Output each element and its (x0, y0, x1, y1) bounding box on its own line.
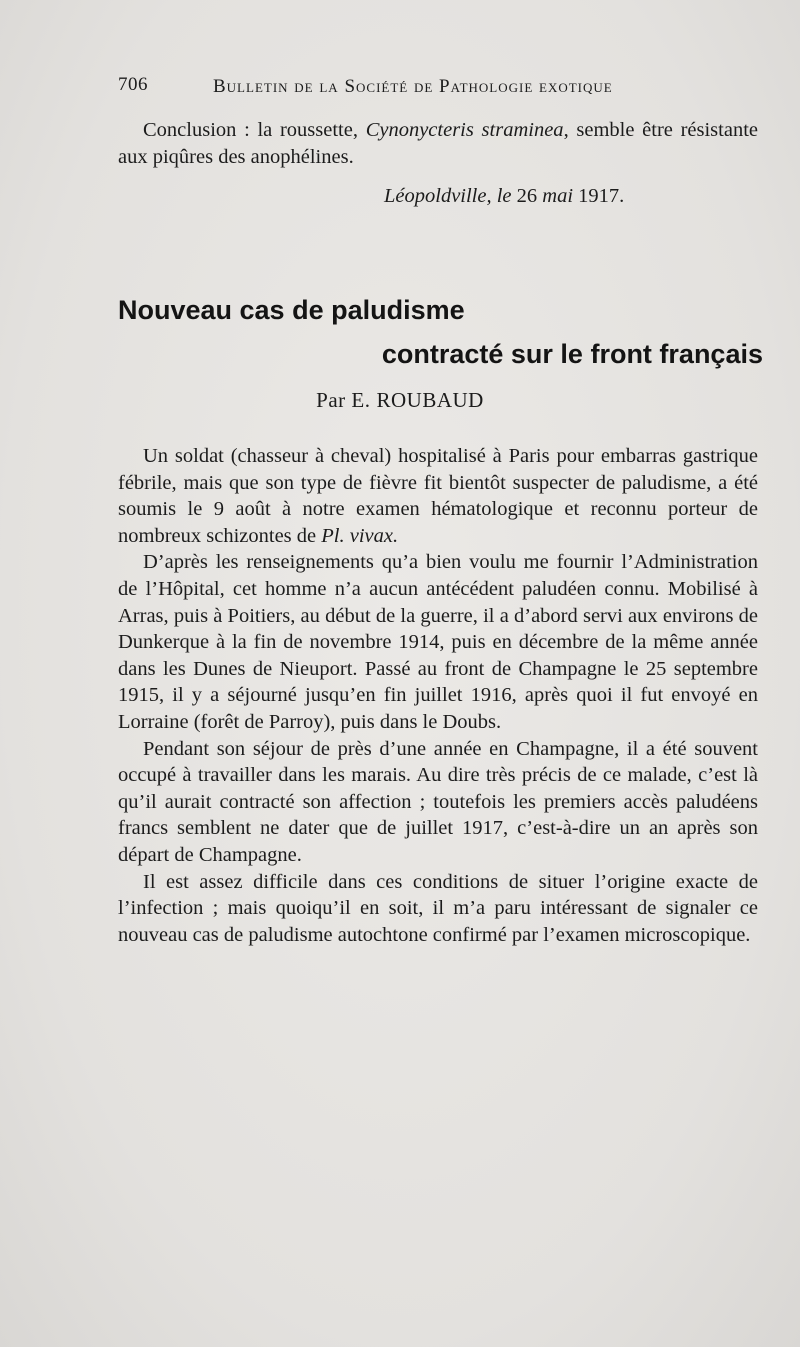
paragraph-1-text: Un soldat (chasseur à cheval) hospitalisé à Paris pour embarras gastrique fébrile, mais que son type de fièvre fit bientôt suspecter de paludisme, a été soumis le 9 août à notre examen hématologique et reconnu porteur de nombreux schizontes de (118, 445, 758, 547)
article-body (118, 443, 758, 948)
byline (0, 388, 800, 413)
article-title-line-2: contracté sur le front français (381, 339, 763, 369)
dateline-place: Léopoldville, (384, 185, 492, 207)
conclusion-paragraph (118, 117, 758, 170)
running-head (118, 74, 760, 104)
body-paragraph-1 (118, 443, 758, 549)
article-title-line-1: Nouveau cas de paludisme (118, 295, 465, 325)
body-paragraph-3: Pendant son séjour de près d’une année en Champagne, il a été souvent occupé à travailler dans les marais. Au dire très précis de ce malade, c’est là qu’il aurait contracté son affection ; toutefois les premiers accès paludéens francs semblent ne dater que de juillet 1917, c’est-à-dire un an après son départ de Champagne. (118, 737, 758, 866)
dateline-year: 1917. (578, 185, 625, 207)
dateline-month: mai (542, 185, 574, 207)
conclusion-lead: Conclusion : la roussette, (143, 119, 366, 141)
conclusion-tail: , semble être résistante aux piqûres des anophélines. (118, 119, 758, 168)
page-number: 706 (118, 74, 148, 95)
article-title (118, 288, 763, 376)
dateline-day: 26 (516, 185, 538, 207)
parasite-species: Pl. vivax. (321, 524, 399, 547)
body-paragraph-4: Il est assez difficile dans ces conditions de situer l’origine exacte de l’infection ; mais quoiqu’il en soit, il m’a paru intéressant de signaler ce nouveau cas de paludisme autochtone confirmé par l’examen microscopique. (118, 870, 758, 946)
body-paragraph-2: D’après les renseignements qu’a bien voulu me fournir l’Administration de l’Hôpital, cet homme n’a aucun antécédent paludéen connu. Mobilisé à Arras, puis à Poitiers, au début de la guerre, il a d’abord servi aux environs de Dunkerque à la fin de novembre 1914, puis en décembre de la même année dans les Dunes de Nieuport. Passé au front de Champagne le 25 septembre 1915, il y a séjourné jusqu’en fin juillet 1916, après quoi il fut envoyé en Lorraine (forêt de Parroy), puis dans le Doubs. (118, 551, 758, 733)
dateline (384, 185, 624, 208)
author-name: ROUBAUD (376, 388, 484, 412)
journal-title: Bulletin de la Société de Pathologie exotique (213, 76, 613, 97)
byline-prefix: Par E. (316, 388, 371, 412)
dateline-le: le (496, 185, 512, 207)
species-name: Cynonycteris straminea (365, 119, 564, 141)
